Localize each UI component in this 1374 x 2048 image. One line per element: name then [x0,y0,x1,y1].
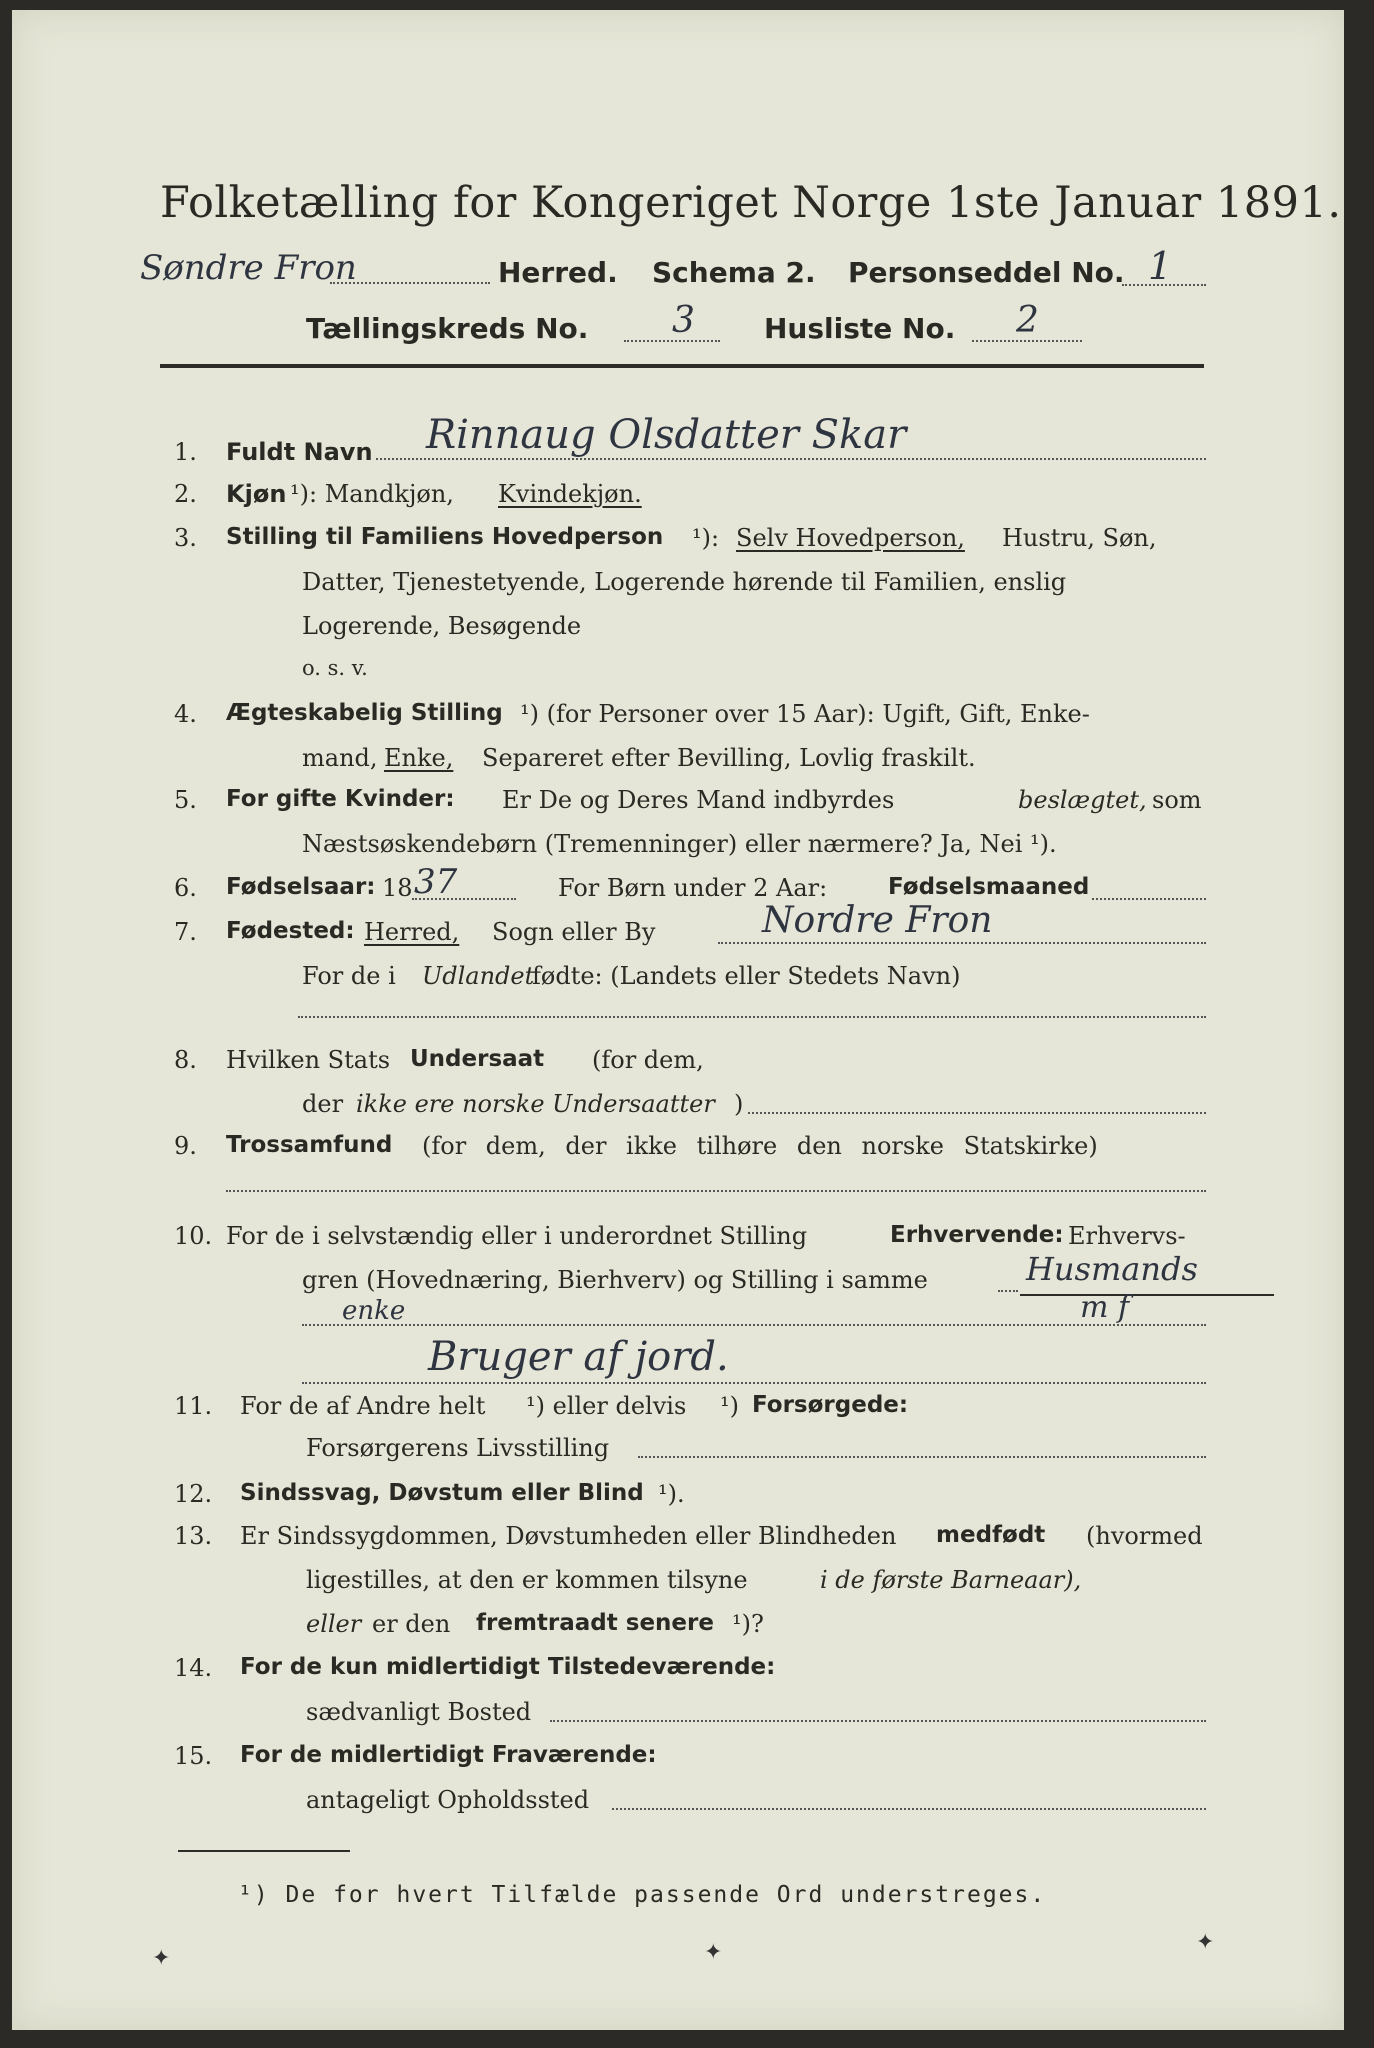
item-3-line-2: Datter, Tjenestetyende, Logerende hørende til Familien, enslig [302,568,1067,596]
item-2-rest: ¹): Mandkjøn, [290,480,454,508]
item-5-label: For gifte Kvinder: [226,786,455,812]
item-10-line-2: gren (Hovednæring, Bierhverv) og Stilling i samme [302,1266,928,1294]
item-13-line-3-italic: eller [306,1610,362,1638]
item-1-dotted-line [376,458,1206,460]
item-13-line-1b: medfødt [936,1522,1046,1548]
item-10-number: 10. [174,1222,213,1250]
item-14-line-2: sædvanligt Bosted [306,1698,532,1726]
item-8-number: 8. [174,1046,197,1074]
item-14-number: 14. [174,1654,213,1682]
item-10-value-2b: m f [1080,1290,1130,1325]
item-4-label: Ægteskabelig Stilling [226,700,503,726]
item-5-rest-b: som [1152,786,1202,814]
item-8-line-1a: Hvilken Stats [226,1046,391,1074]
item-13-line-1a: Er Sindssygdommen, Døvstumheden eller Blindheden [240,1522,897,1550]
header-rule [160,364,1204,368]
item-4-number: 4. [174,700,197,728]
item-11-line-1c: ¹) [720,1392,739,1420]
item-5-line-2: Næstsøskendebørn (Tremenninger) eller nærmere? Ja, Nei ¹). [302,830,1057,858]
schema-label: Schema 2. [652,256,816,289]
item-10-dotted-line-3 [302,1382,1206,1384]
item-8-dotted-line [748,1112,1206,1114]
item-11-dotted-line [638,1456,1206,1458]
item-1-label: Fuldt Navn [226,438,373,466]
item-9-dotted-line [226,1190,1206,1192]
herred-value: Søndre Fron [140,248,357,288]
item-10-line-1b: Erhvervende: [890,1222,1064,1248]
item-8-line-1b: Undersaat [410,1046,545,1072]
item-5-rest-italic: beslægtet, [1018,786,1147,814]
registration-mark-left: ✦ [152,1946,171,1971]
item-9-number: 9. [174,1132,197,1160]
item-4-rest: ¹) (for Personer over 15 Aar): Ugift, Gift, Enke- [520,700,1090,728]
item-2-label: Kjøn [226,480,287,508]
form-title: Folketælling for Kongeriget Norge 1ste Januar 1891. [160,178,1342,228]
taellingskreds-value: 3 [672,300,695,341]
item-3-number: 3. [174,524,197,552]
item-8-line-2-italic: ikke ere norske Undersaatter [356,1090,715,1118]
item-15-dotted-line [612,1808,1206,1810]
item-11-line-1a: For de af Andre helt [240,1392,486,1420]
item-10-line-1c: Erhvervs- [1068,1222,1186,1250]
item-5-number: 5. [174,786,197,814]
footnote: ¹) De for hvert Tilfælde passende Ord understreges. [238,1882,1047,1908]
item-12-rest: ¹). [658,1480,685,1508]
item-11-line-1b: ¹) eller delvis [526,1392,687,1420]
item-9-label: Trossamfund [226,1132,393,1158]
item-13-line-3b: fremtraadt senere [476,1610,714,1636]
item-4-line-2b: Separeret efter Bevilling, Lovlig fraskilt. [482,744,976,772]
item-7-dotted-line [718,942,1206,944]
item-12-label: Sindssvag, Døvstum eller Blind [240,1480,644,1506]
item-6-year-prefix: 18 [382,874,413,902]
item-6-rest: For Børn under 2 Aar: [558,874,828,902]
item-7-rest: Sogn eller By [492,918,656,946]
item-13-number: 13. [174,1522,213,1550]
husliste-dotted-line [972,340,1082,342]
item-3-line-4: o. s. v. [302,656,368,680]
item-3-label: Stilling til Familiens Hovedperson [226,524,664,550]
item-3-line-3: Logerende, Besøgende [302,612,582,640]
item-7-number: 7. [174,918,197,946]
item-1-value: Rinnaug Olsdatter Skar [426,412,907,458]
item-5-rest-a: Er De og Deres Mand indbyrdes [502,786,895,814]
item-14-dotted-line [550,1720,1206,1722]
item-7-value: Nordre Fron [762,900,993,941]
item-13-line-3c: ¹)? [732,1610,764,1638]
item-8-line-2a: der [302,1090,344,1118]
item-4-line-2a: mand, [302,744,378,772]
item-6-maaned-dotted-line [1092,898,1206,900]
item-10-value-underline [1020,1294,1274,1296]
item-6-year-value: 37 [414,862,458,902]
item-13-line-3a: er den [372,1610,451,1638]
personseddel-dotted-line [1122,284,1206,286]
item-13-line-2a: ligestilles, at den er kommen tilsyne [306,1566,748,1594]
item-10-line-1a: For de i selvstændig eller i underordnet Stilling [226,1222,808,1250]
item-2-number: 2. [174,480,197,508]
item-2-selected: Kvindekjøn. [498,480,642,508]
taellingskreds-label: Tællingskreds No. [306,312,589,345]
husliste-label: Husliste No. [764,312,956,345]
herred-label: Herred. [498,256,618,289]
item-6-maaned-label: Fødselsmaaned [888,874,1090,900]
item-6-number: 6. [174,874,197,902]
item-9-rest: (for dem, der ikke tilhøre den norske Statskirke) [422,1132,1098,1160]
item-3-selected: Selv Hovedperson, [736,524,965,552]
item-8-paren: ) [734,1090,744,1118]
registration-mark-right: ✦ [1196,1930,1215,1955]
item-7-selected: Herred, [364,918,460,946]
item-12-number: 12. [174,1480,213,1508]
personseddel-label: Personseddel No. [848,256,1125,289]
item-7-line-2a: For de i [302,962,396,990]
item-11-line-2: Forsørgerens Livsstilling [306,1434,610,1462]
item-11-number: 11. [174,1392,213,1420]
item-3-rest: Hustru, Søn, [1002,524,1157,552]
item-1-number: 1. [174,438,197,466]
item-13-line-1c: (hvormed [1086,1522,1203,1550]
item-8-line-1c: (for dem, [592,1046,704,1074]
husliste-value: 2 [1016,300,1039,341]
item-15-number: 15. [174,1742,213,1770]
item-7-line-2-italic: Udlandet [422,962,535,990]
item-10-value-3: Bruger af jord. [428,1334,729,1380]
item-7-label: Fødested: [226,918,355,944]
item-10-dotted-line-2 [302,1324,1206,1326]
registration-mark-center: ✦ [704,1940,723,1965]
item-6-label: Fødselsaar: [226,874,376,900]
item-7-line-2b: fødte: (Landets eller Stedets Navn) [532,962,961,990]
item-4-selected: Enke, [384,744,454,772]
item-15-label: For de midlertidigt Fraværende: [240,1742,657,1768]
item-11-line-1d: Forsørgede: [752,1392,909,1418]
item-6-year-dotted-line [412,898,516,900]
herred-dotted-line [330,282,490,284]
item-13-line-2-italic: i de første Barneaar), [820,1566,1082,1594]
item-3-sup: ¹): [692,524,720,552]
census-form-page [12,10,1344,2030]
item-10-value-2a: enke [342,1296,406,1326]
item-14-label: For de kun midlertidigt Tilstedeværende: [240,1654,776,1680]
personseddel-value: 1 [1148,244,1173,288]
item-7-blank-dotted-line [298,1016,1206,1018]
footnote-rule [178,1850,350,1852]
item-15-line-2: antageligt Opholdssted [306,1786,590,1814]
item-10-dotted-line-1 [998,1290,1018,1292]
item-10-value-1: Husmands [1026,1250,1198,1288]
taellingskreds-dotted-line [624,340,720,342]
